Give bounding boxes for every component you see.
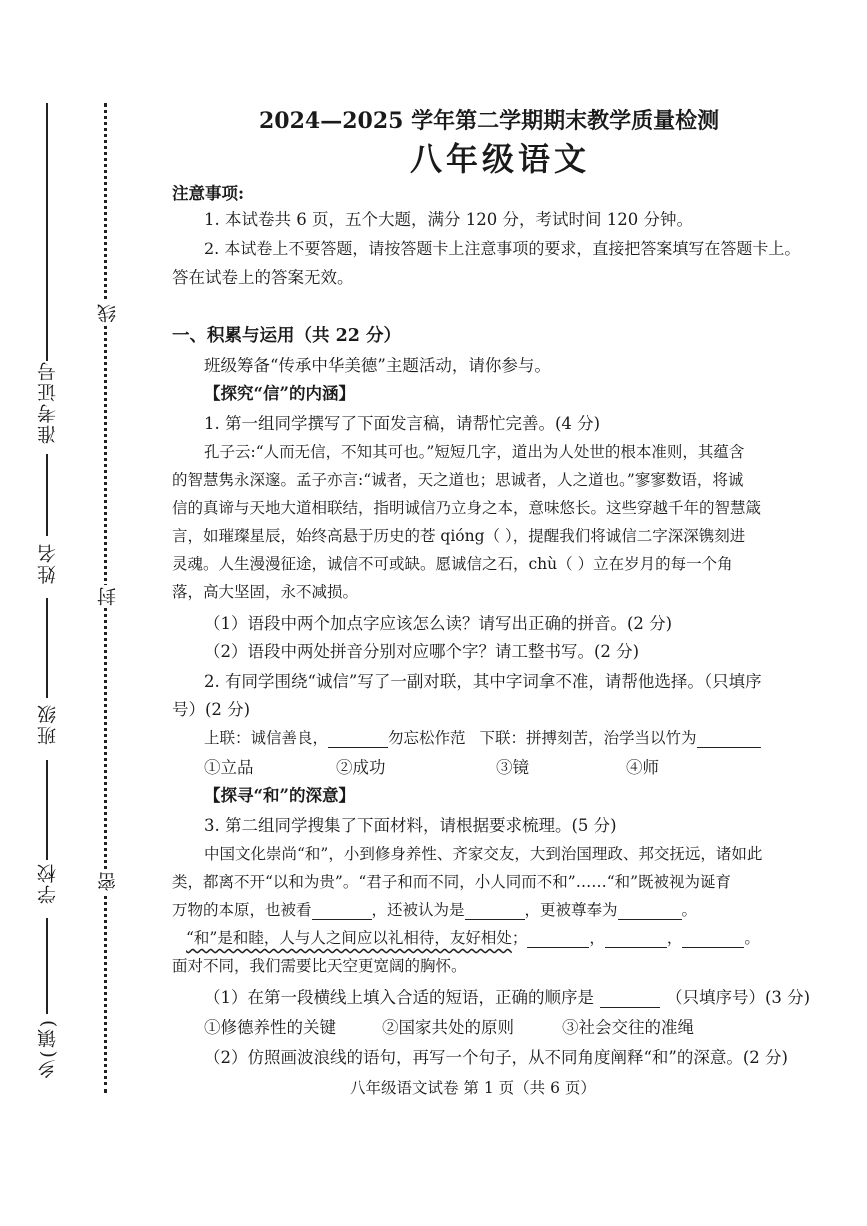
notes-heading: 注意事项: xyxy=(172,184,245,203)
q1-passage-line-6: 落，高大坚固，永不减损。 xyxy=(172,583,359,601)
q3-passage-line-1: 中国文化崇尚“和”，小到修身养性、齐家交友，大到治国理政、邦交抚远，诸如此 xyxy=(204,845,763,863)
q3-blank-5 xyxy=(605,947,667,948)
town-label: 乡(镇) xyxy=(37,1018,59,1079)
q3-passage-line-3 xyxy=(172,898,697,920)
name-label: 姓名 xyxy=(37,542,59,584)
question-3: 3. 第二组同学搜集了下面材料，请根据要求梳理。(5 分) xyxy=(204,816,617,835)
margin-rule-5 xyxy=(46,918,48,1014)
q3-line-3-b: ，还被认为是 xyxy=(371,901,465,919)
q1-sub-1: （1）语段中两个加点字应该怎么读？请写出正确的拼音。(2 分) xyxy=(204,614,673,633)
couplet-upper-b: 勿忘松作范 xyxy=(388,729,466,747)
q1-passage-line-2: 的智慧隽永深邃。孟子亦言:“诚者，天之道也；思诚者，人之道也。”寥寥数语，将诚 xyxy=(172,471,744,489)
q1-sub-2: （2）语段中两处拼音分别对应哪个字？请工整书写。(2 分) xyxy=(204,642,640,661)
question-2-line-2: 号）(2 分) xyxy=(172,700,251,719)
q3-line-3-a: 万物的本原，也被看 xyxy=(172,901,312,919)
seal-label-seal: 封 xyxy=(94,585,121,608)
notes-item-1: 1. 本试卷共 6 页，五个大题，满分 120 分，考试时间 120 分钟。 xyxy=(204,210,693,229)
q3-option-2: ②国家共处的原则 xyxy=(382,1018,514,1037)
part-2-title: 【探寻“和”的深意】 xyxy=(204,786,355,805)
couplet-blank-1 xyxy=(328,747,388,748)
q1-passage-line-4: 言，如璀璨星辰，始终高悬于历史的苍 qióng（ ），提醒我们将诚信二字深深镌刻进 xyxy=(172,527,746,545)
part-1-title: 【探究“信”的内涵】 xyxy=(204,384,355,403)
q2-option-4: ④师 xyxy=(626,758,659,777)
q3-sep-2: ， xyxy=(666,929,683,947)
couplet xyxy=(204,726,761,748)
school-label: 学校 xyxy=(37,862,59,904)
seal-label-line: 线 xyxy=(94,302,121,325)
q3-blank-3 xyxy=(618,919,682,920)
q1-passage-line-1: 孔子云:“人而无信，不知其可也。”短短几字，道出为人处世的根本准则，其蕴含 xyxy=(204,443,745,461)
q3-wavy-sentence: “和”是和睦，人与人之间应以礼相待，友好相处 xyxy=(186,929,512,947)
couplet-lower: 下联：拼搏刻苦，治学当以竹为 xyxy=(479,729,697,747)
q3-sub-1-blank xyxy=(600,1007,660,1008)
q3-passage-line-2: 类，都离不开“以和为贵”。“君子和而不同，小人同而不和”……“和”既被视为诞育 xyxy=(172,873,732,891)
q1-passage-line-5: 灵魂。人生漫漫征途，诚信不可或缺。愿诚信之石，chù（ ）立在岁月的每一个角 xyxy=(172,555,733,573)
margin-rule-2 xyxy=(46,454,48,536)
q3-line-3-c: ，更被尊奉为 xyxy=(524,901,618,919)
section-1-intro: 班级筹备“传承中华美德”主题活动，请你参与。 xyxy=(204,356,551,375)
admission-number-label: 准考证号 xyxy=(37,360,59,444)
q3-sub-1 xyxy=(204,984,810,1008)
q3-line-4-semicolon: ； xyxy=(511,929,528,947)
class-label: 班级 xyxy=(37,703,59,745)
margin-rule-4 xyxy=(46,760,48,860)
notes-item-2-line-1: 2. 本试卷上不要答题，请按答题卡上注意事项的要求，直接把答案填写在答题卡上。 xyxy=(204,239,801,258)
q3-line-3-d: 。 xyxy=(681,901,698,919)
q3-blank-1 xyxy=(312,919,372,920)
page-footer: 八年级语文试卷 第 1 页（共 6 页） xyxy=(350,1079,596,1097)
q3-passage-line-4 xyxy=(186,926,760,948)
notes-item-2-line-2: 答在试卷上的答案无效。 xyxy=(172,268,354,287)
q1-passage-line-3: 信的真谛与天地大道相联结，指明诚信乃立身之本，意味悠长。这些穿越千年的智慧箴 xyxy=(172,499,762,517)
q2-option-2: ②成功 xyxy=(336,758,386,777)
section-1-heading: 一、积累与运用（共 22 分） xyxy=(172,326,402,346)
q3-sub-1-a: （1）在第一段横线上填入合适的短语，正确的顺序是 xyxy=(204,988,594,1007)
q2-option-3: ③镜 xyxy=(496,758,529,777)
q3-blank-4 xyxy=(527,947,589,948)
seal-label-secret: 密 xyxy=(94,870,121,893)
q3-option-3: ③社会交往的准绳 xyxy=(562,1018,694,1037)
couplet-blank-2 xyxy=(697,747,761,748)
q3-blank-6 xyxy=(682,947,744,948)
exam-title: 2024—2025 学年第二学期期末教学质量检测 xyxy=(259,108,720,134)
margin-rule-3 xyxy=(46,598,48,698)
question-2-line-1: 2. 有同学围绕“诚信”写了一副对联，其中字词拿不准，请帮他选择。（只填序 xyxy=(204,672,762,691)
q3-sub-2: （2）仿照画波浪线的语句，再写一个句子，从不同角度阐释“和”的深意。(2 分) xyxy=(204,1048,788,1067)
margin-rule-top xyxy=(46,103,48,361)
q3-passage-line-5: 面对不同，我们需要比天空更宽阔的胸怀。 xyxy=(172,957,467,975)
q3-option-1: ①修德养性的关键 xyxy=(204,1018,336,1037)
couplet-upper-a: 上联：诚信善良， xyxy=(204,729,329,747)
q3-end: 。 xyxy=(744,929,760,947)
q2-option-1: ①立品 xyxy=(204,758,254,777)
q3-blank-2 xyxy=(465,919,525,920)
q3-sub-1-b: （只填序号）(3 分) xyxy=(666,988,811,1007)
subject-title: 八年级语文 xyxy=(410,140,591,178)
question-1: 1. 第一组同学撰写了下面发言稿，请帮忙完善。(4 分) xyxy=(204,414,601,433)
q3-sep-1: ， xyxy=(589,929,605,947)
